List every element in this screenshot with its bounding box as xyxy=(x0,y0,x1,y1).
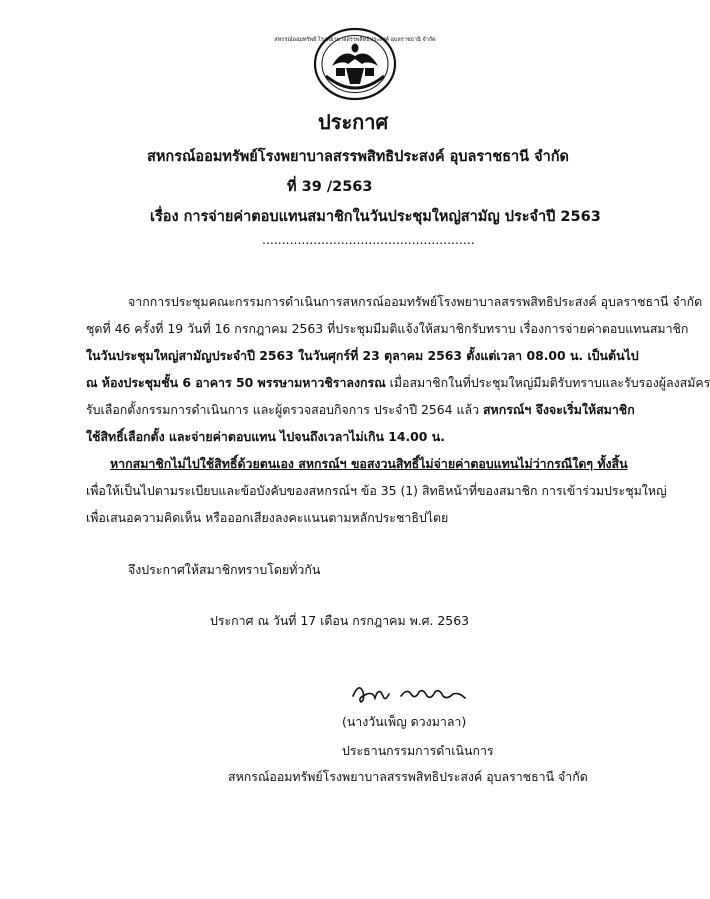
signer-position: ประธานกรรมการดำเนินการ xyxy=(342,743,494,758)
closing-statement: จึงประกาศให้สมาชิกทราบโดยทั่วกัน xyxy=(128,562,321,577)
cooperative-seal-icon xyxy=(274,26,436,102)
paragraph-2-line-1: หากสมาชิกไม่ไปใช้สิทธิ์ด้วยตนเอง สหกรณ์ฯ ขอสงวนสิทธิ์ไม่จ่ายค่าตอบแทนไม่ว่ากรณีใดๆ ทั้งสิ้น xyxy=(110,456,628,471)
paragraph-1-line-2: ชุดที่ 46 ครั้งที่ 19 วันที่ 16 กรกฎาคม 2563 ที่ประชุมมีมติแจ้งให้สมาชิกรับทราบ เรื่องการจ่ายค่าตอบแทนสมาชิก xyxy=(86,321,689,336)
paragraph-1-line-4 xyxy=(86,374,710,393)
organization-name: สหกรณ์ออมทรัพย์โรงพยาบาลสรรพสิทธิประสงค์ อุบลราชธานี จำกัด xyxy=(147,149,569,165)
announcement-subject: เรื่อง การจ่ายค่าตอบแทนสมาชิกในวันประชุมใหญ่สามัญ ประจำปี 2563 xyxy=(150,209,601,225)
divider-dots: ...................................................... xyxy=(262,232,475,247)
meeting-venue: ณ ห้องประชุมชั้น 6 อาคาร 50 พรรษามหาวชิราลงกรณ xyxy=(86,375,386,390)
paragraph-1-line-5 xyxy=(86,401,635,420)
paragraph-2-line-2: เพื่อให้เป็นไปตามระเบียบและข้อบังคับของสหกรณ์ฯ ข้อ 35 (1) สิทธิหน้าที่ของสมาชิก การเข้าร่วมประชุมใหญ่ xyxy=(86,483,667,498)
signer-organization: สหกรณ์ออมทรัพย์โรงพยาบาลสรรพสิทธิประสงค์ อุบลราชธานี จำกัด xyxy=(228,769,588,784)
page-title: ประกาศ xyxy=(318,110,389,134)
paragraph-1-line-5-normal: รับเลือกตั้งกรรมการดำเนินการ และผู้ตรวจสอบกิจการ ประจำปี 2564 แล้ว xyxy=(86,402,483,417)
paragraph-1-line-3: ในวันประชุมใหญ่สามัญประจำปี 2563 ในวันศุกร์ที่ 23 ตุลาคม 2563 ตั้งแต่เวลา 08.00 น. เป็นต้นไป xyxy=(86,348,639,363)
signature-icon xyxy=(345,676,485,710)
signer-name: (นางวันเพ็ญ ดวงมาลา) xyxy=(342,714,467,729)
announcement-date: ประกาศ ณ วันที่ 17 เดือน กรกฎาคม พ.ศ. 2563 xyxy=(210,613,469,628)
paragraph-1-line-4-rest: เมื่อสมาชิกในที่ประชุมใหญ่มีมติรับทราบและรับรองผู้ลงสมัคร xyxy=(385,375,710,390)
paragraph-1-line-6: ใช้สิทธิ์เลือกตั้ง และจ่ายค่าตอบแทน ไปจนถึงเวลาไม่เกิน 14.00 น. xyxy=(86,429,445,444)
paragraph-2-line-3: เพื่อเสนอความคิดเห็น หรือออกเสียงลงคะแนนตามหลักประชาธิปไตย xyxy=(86,510,449,525)
seal-text: สหกรณ์ออมทรัพย์ โรงพยาบาลสรรพสิทธิประสงค์ อุบลราชธานี จำกัด xyxy=(274,37,436,43)
paragraph-1-line-1: จากการประชุมคณะกรรมการดำเนินการสหกรณ์ออมทรัพย์โรงพยาบาลสรรพสิทธิประสงค์ อุบลราชธานี จำกัด xyxy=(128,294,703,309)
announcement-number: ที่ 39 /2563 xyxy=(287,179,373,195)
paragraph-1-line-5-bold: สหกรณ์ฯ จึงจะเริ่มให้สมาชิก xyxy=(482,402,635,417)
